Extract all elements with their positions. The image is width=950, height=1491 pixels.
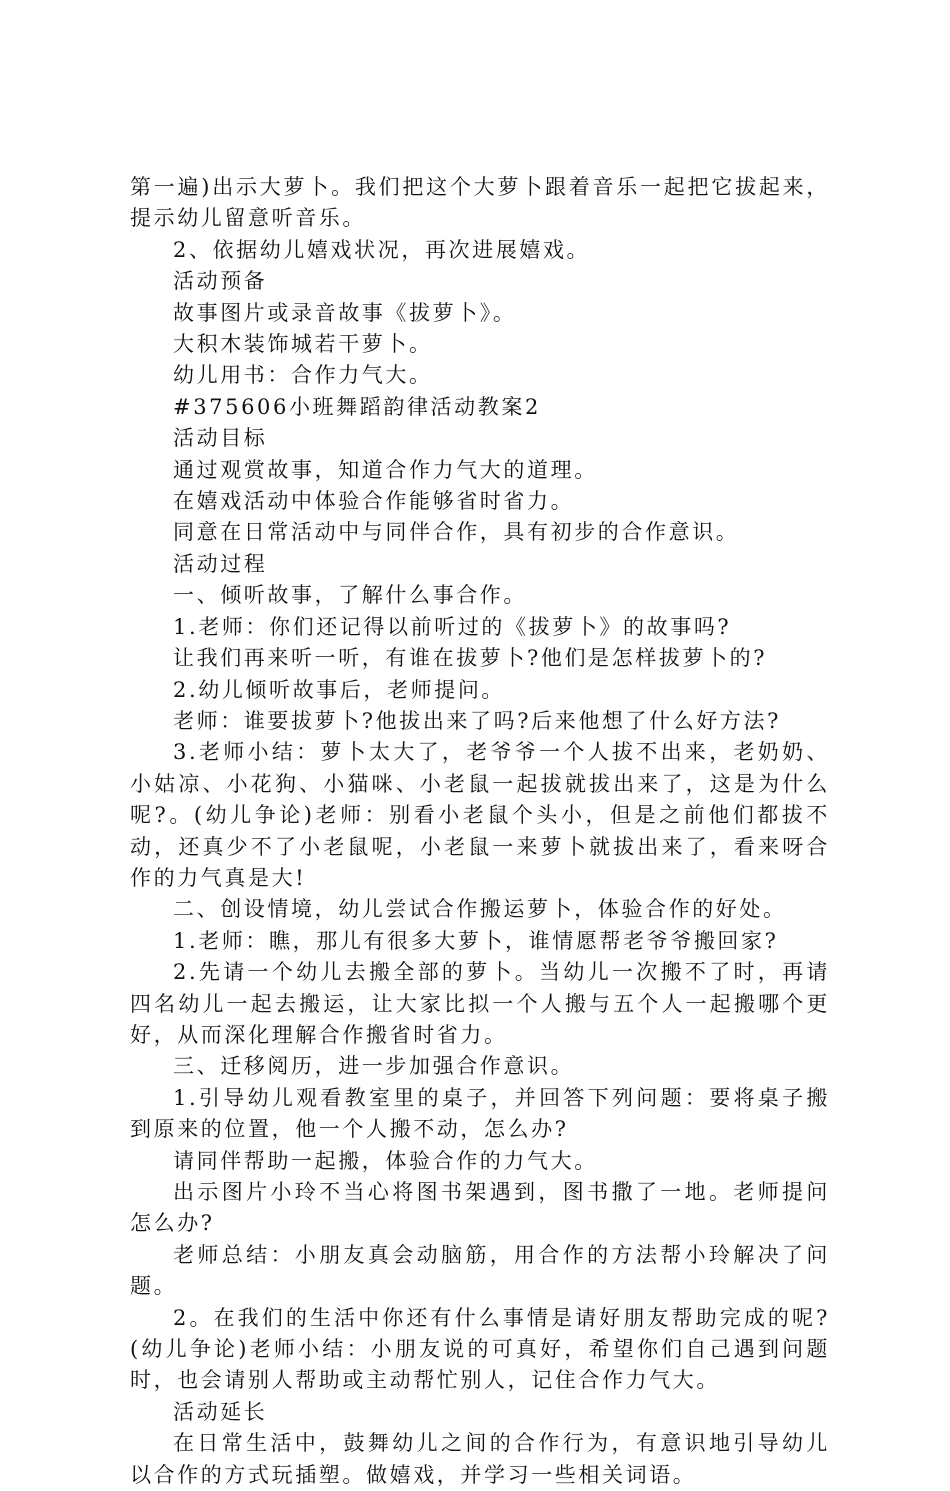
paragraph: 大积木装饰城若干萝卜。	[173, 332, 433, 357]
paragraph: 请同伴帮助一起搬，体验合作的力气大。	[173, 1148, 598, 1173]
paragraph: 2.先请一个幼儿去搬全部的萝卜。当幼儿一次搬不了时，再请四名幼儿一起去搬运，让大家比拟一个人搬与五个人一起搬哪个更好，从而深化理解合作搬省时省力。	[130, 960, 830, 1047]
paragraph: 故事图片或录音故事《拔萝卜》。	[173, 300, 517, 325]
paragraph: 老师：谁要拔萝卜?他拔出来了吗?后来他想了什么好方法?	[173, 708, 781, 733]
paragraph: 在日常生活中，鼓舞幼儿之间的合作行为，有意识地引导幼儿以合作的方式玩插塑。做嬉戏，并学习一些相关词语。	[130, 1431, 830, 1487]
paragraph: 通过观赏故事，知道合作力气大的道理。	[173, 457, 598, 482]
paragraph: 一、倾听故事，了解什么事合作。	[173, 583, 527, 608]
paragraph: 1.引导幼儿观看教室里的桌子，并回答下列问题：要将桌子搬到原来的位置，他一个人搬不动，怎么办?	[130, 1085, 830, 1142]
paragraph: 在嬉戏活动中体验合作能够省时省力。	[173, 489, 575, 514]
paragraph: 幼儿用书：合作力气大。	[173, 363, 433, 388]
document-body	[130, 172, 830, 1491]
paragraph: 2。在我们的生活中你还有什么事情是请好朋友帮助完成的呢?(幼儿争论)老师小结：小朋友说的可真好，希望你们自己遇到问题时，也会请别人帮助或主动帮忙别人，记住合作力气大。	[130, 1305, 830, 1393]
paragraph: 第一遍)出示大萝卜。我们把这个大萝卜跟着音乐一起把它拔起来，提示幼儿留意听音乐。	[130, 175, 830, 231]
section-heading: 活动预备	[173, 269, 268, 294]
paragraph: 出示图片小玲不当心将图书架遇到，图书撒了一地。老师提问怎么办?	[130, 1180, 830, 1236]
paragraph: 3.老师小结：萝卜太大了，老爷爷一个人拔不出来，老奶奶、小姑凉、小花狗、小猫咪、小老鼠一起拔就拔出来了，这是为什么呢?。(幼儿争论)老师：别看小老鼠个头小，但是之前他们都拔不动，还真少不了小老鼠呢，小老鼠一来萝卜就拔出来了，看来呀合作的力气真是大!	[130, 740, 830, 890]
paragraph: 1.老师：瞧，那儿有很多大萝卜，谁情愿帮老爷爷搬回家?	[173, 928, 779, 953]
paragraph: 让我们再来听一听，有谁在拔萝卜?他们是怎样拔萝卜的?	[173, 646, 768, 671]
document-title: #375606小班舞蹈韵律活动教案2	[173, 394, 541, 419]
section-heading: 活动目标	[173, 426, 268, 451]
paragraph: 2.幼儿倾听故事后，老师提问。	[173, 677, 506, 702]
paragraph: 老师总结：小朋友真会动脑筋，用合作的方法帮小玲解决了问题。	[130, 1242, 830, 1299]
paragraph: 二、创设情境，幼儿尝试合作搬运萝卜，体验合作的好处。	[173, 897, 787, 922]
paragraph: 1.老师：你们还记得以前听过的《拔萝卜》的故事吗?	[173, 614, 732, 639]
paragraph: 三、迁移阅历，进一步加强合作意识。	[173, 1054, 575, 1079]
section-heading: 活动过程	[173, 551, 268, 576]
paragraph: 2、依据幼儿嬉戏状况，再次进展嬉戏。	[173, 237, 591, 262]
paragraph: 同意在日常活动中与同伴合作，具有初步的合作意识。	[173, 520, 740, 545]
section-heading: 活动延长	[173, 1399, 268, 1424]
